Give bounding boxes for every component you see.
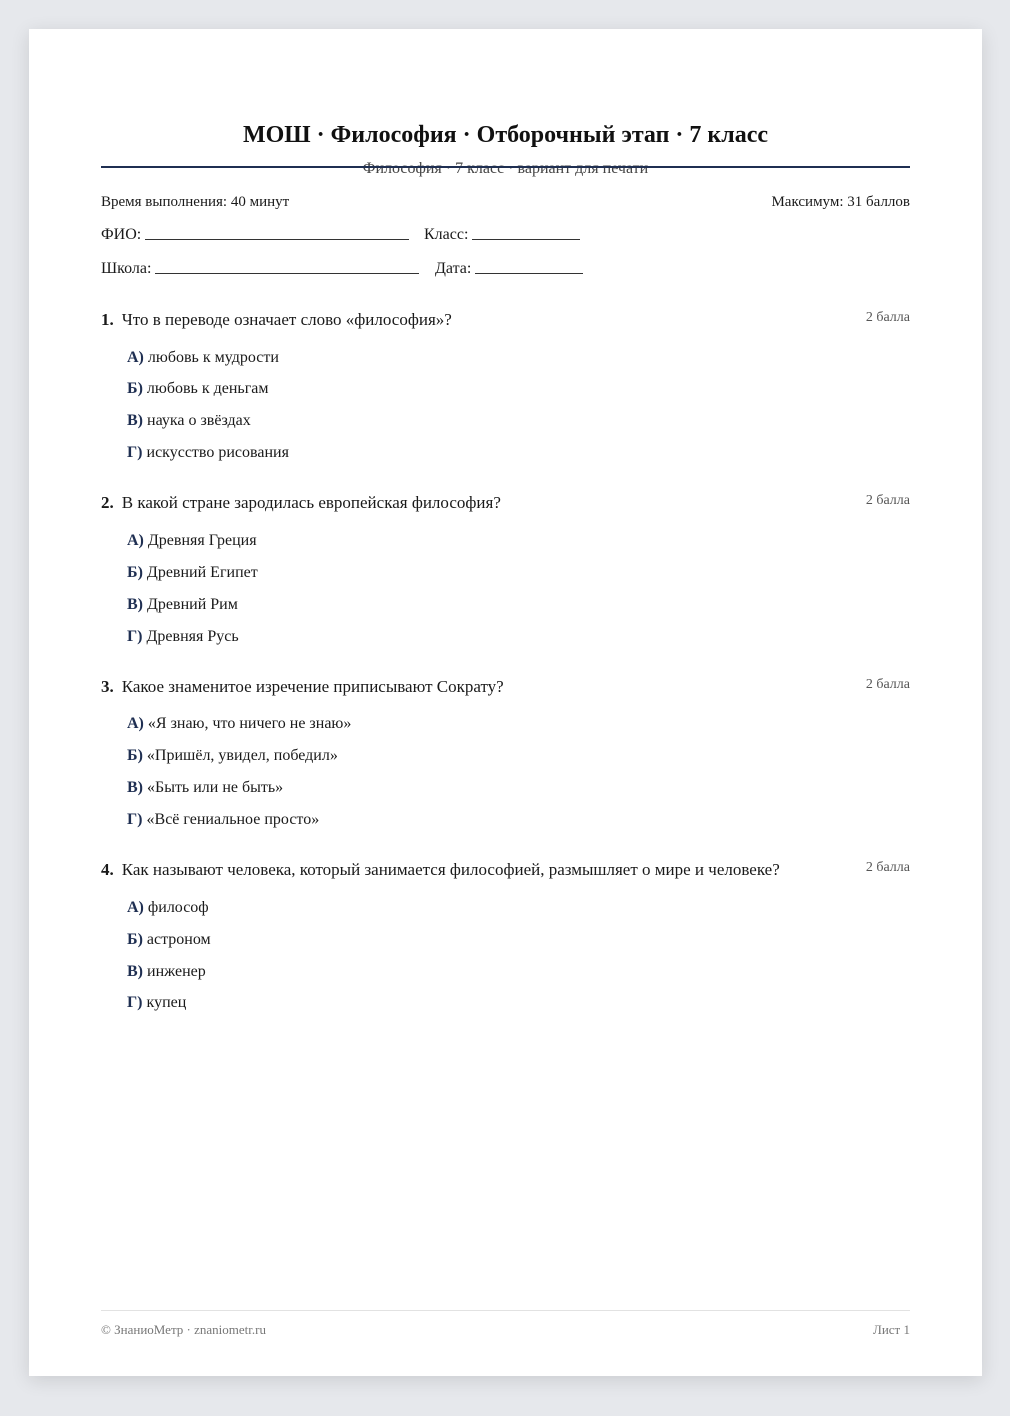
class-blank — [472, 238, 580, 240]
question-2 — [101, 493, 910, 513]
option-d — [127, 444, 289, 462]
option-b — [127, 747, 338, 765]
option-letter: В) — [127, 779, 143, 796]
option-d — [127, 994, 186, 1012]
option-text: Древняя Греция — [147, 532, 257, 549]
worksheet-page — [29, 29, 982, 1376]
footer-copyright: © ЗнаниоМетр · znaniometr.ru — [101, 1322, 266, 1337]
option-text: «Я знаю, что ничего не знаю» — [147, 715, 352, 732]
option-c — [127, 779, 283, 797]
fio-field — [101, 226, 409, 244]
school-label: Школа: — [101, 260, 152, 277]
option-letter: А) — [127, 349, 144, 366]
question-text: Как называют человека, который занимается философией, размышляет о мире и человеке? — [121, 860, 780, 879]
question-points: 2 балла — [865, 310, 910, 325]
question-points: 2 балла — [865, 677, 910, 692]
option-text: астроном — [146, 931, 211, 948]
question-3 — [101, 677, 910, 697]
question-number: 2. — [101, 493, 114, 512]
question-points: 2 балла — [865, 493, 910, 508]
question-text: В какой стране зародилась европейская философия? — [121, 493, 501, 512]
question-1 — [101, 310, 910, 330]
question-text: Что в переводе означает слово «философия»? — [121, 310, 452, 329]
option-letter: Б) — [127, 380, 143, 397]
school-field — [101, 260, 419, 278]
option-text: «Быть или не быть» — [147, 779, 284, 796]
option-letter: Г) — [127, 444, 143, 461]
fio-label: ФИО: — [101, 226, 142, 243]
option-letter: А) — [127, 532, 144, 549]
footer-page-number: Лист 1 — [873, 1322, 910, 1337]
option-letter: Г) — [127, 811, 143, 828]
max-score: Максимум: 31 баллов — [771, 194, 910, 210]
option-letter: В) — [127, 412, 143, 429]
date-label: Дата: — [435, 260, 472, 277]
option-c — [127, 963, 206, 981]
option-c — [127, 596, 238, 614]
option-text: «Всё гениальное просто» — [146, 811, 320, 828]
option-d — [127, 628, 239, 646]
option-letter: Г) — [127, 994, 143, 1011]
question-4 — [101, 860, 910, 880]
class-field — [424, 226, 580, 244]
date-blank — [475, 272, 583, 274]
option-a — [127, 899, 209, 917]
option-a — [127, 715, 351, 733]
option-letter: А) — [127, 899, 144, 916]
option-text: купец — [146, 994, 187, 1011]
option-c — [127, 412, 251, 430]
option-letter: Б) — [127, 747, 143, 764]
school-blank — [155, 272, 419, 274]
question-number: 1. — [101, 310, 114, 329]
question-number: 3. — [101, 677, 114, 696]
option-text: любовь к мудрости — [147, 349, 279, 366]
question-number: 4. — [101, 860, 114, 879]
question-points: 2 балла — [865, 860, 910, 875]
option-text: наука о звёздах — [147, 412, 251, 429]
class-label: Класс: — [424, 226, 469, 243]
option-letter: Г) — [127, 628, 143, 645]
option-letter: А) — [127, 715, 144, 732]
option-letter: Б) — [127, 564, 143, 581]
page-title: МОШ · Философия · Отборочный этап · 7 класс — [242, 122, 769, 148]
option-text: инженер — [147, 963, 206, 980]
option-b — [127, 564, 258, 582]
page-subtitle: Философия · 7 класс · вариант для печати — [362, 160, 649, 177]
option-b — [127, 931, 211, 949]
option-d — [127, 811, 319, 829]
option-text: Древний Египет — [146, 564, 258, 581]
option-text: искусство рисования — [146, 444, 289, 461]
option-text: философ — [147, 899, 209, 916]
option-letter: В) — [127, 596, 143, 613]
option-a — [127, 532, 257, 550]
option-b — [127, 380, 269, 398]
option-letter: В) — [127, 963, 143, 980]
time-limit: Время выполнения: 40 минут — [101, 194, 290, 210]
header-divider — [101, 166, 910, 168]
option-a — [127, 349, 279, 367]
question-text: Какое знаменитое изречение приписывают Сократу? — [121, 677, 504, 696]
option-text: любовь к деньгам — [146, 380, 269, 397]
option-text: Древняя Русь — [146, 628, 239, 645]
footer-divider — [101, 1310, 910, 1311]
option-text: Древний Рим — [147, 596, 238, 613]
fio-blank — [145, 238, 409, 240]
option-letter: Б) — [127, 931, 143, 948]
date-field — [435, 260, 583, 278]
option-text: «Пришёл, увидел, победил» — [146, 747, 338, 764]
